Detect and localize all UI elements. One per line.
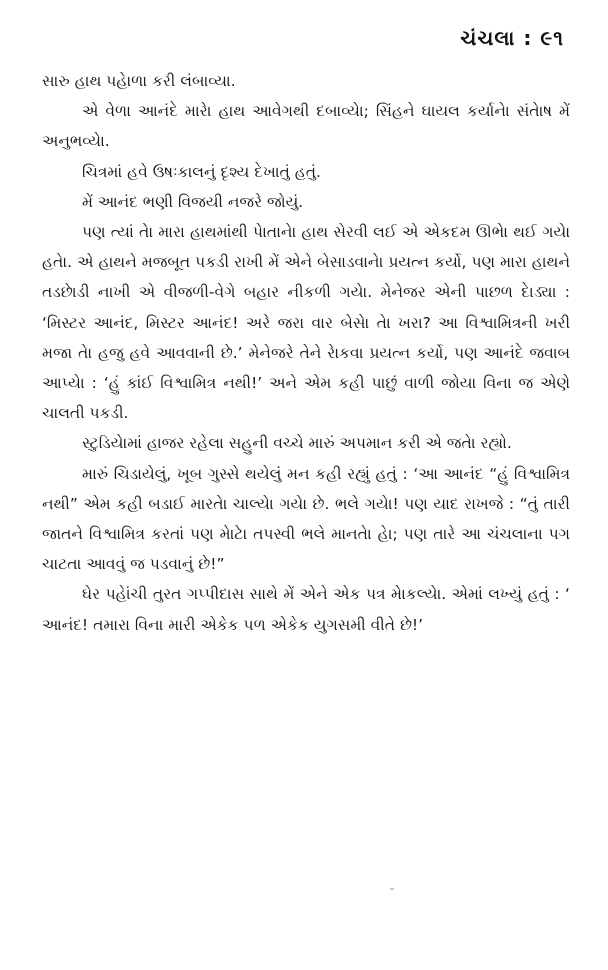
running-header: ચંચલા : ૯૧	[460, 26, 564, 50]
paragraph-4: મેં આનંદ ભણી વિજયી નજરે જોયું.	[82, 192, 304, 211]
paragraph-5: પણ ત્યાં તેા મારા હાથમાંથી પેાતાનેા હાથ સેરવી લઈ એ એકદમ ઊભેા થઈ ગયેા હતેા. એ હાથને મજબૂત પકડી રાખી મેં એને બેસાડવાનેા પ્રયત્ન કર્યો, પણ મારા હાથને તડછેાડી નાખી એ વીજળી-વેગે બહાર નીકળી ગયેા. મેનેજર એની પાછળ દેાડ્યા : ‘મિસ્ટર આનંદ, મિસ્ટર આનંદ! અરે જરા વાર બેસેા તેા ખરા? આ વિશ્વામિત્રની ખરી મજા તેા હજુ હવે આવવાની છે.’ મેનેજરે તેને રેાકવા પ્રયત્ન કર્યો, પણ આનંદે જવાબ આપ્યેા : ‘હું કાંઈ વિશ્વામિત્ર નથી!’ અને એમ કહી પાછું વાળી જોયા વિના જ એણે ચાલતી પકડી.	[42, 223, 570, 423]
paragraph-3: ચિત્રમાં હવે ઉષઃકાલનું દૃશ્ય દેખાતું હતું.	[82, 162, 321, 181]
paragraph-2: એ વેળા આનંદે મારેા હાથ આવેગથી દબાવ્યેા; સિંહને ઘાયલ કર્યાનેા સંતેાષ મેં અનુભવ્યેા.	[42, 102, 570, 151]
paragraph-8: ઘેર પહેાંચી તુરત ગપ્પીદાસ સાથે મેં એને એક પત્ર મેાકલ્યેા. એમાં લખ્યું હતું : ‘ આનંદ! તમારા વિના મારી એકેક પળ એકેક યુગસમી વીતે છે!’	[42, 585, 570, 634]
page-speck	[390, 888, 394, 890]
body-text	[42, 66, 570, 640]
paragraph-1: સારુ હાથ પહેાળા કરી લંબાવ્યા.	[42, 72, 236, 90]
paragraph-6: સ્ટુડિયેામાં હાજર રહેલા સહુની વચ્ચે મારું અપમાન કરી એ જતેા રહ્યો.	[82, 434, 512, 453]
paragraph-7: મારું ચિડાયેલું, ખૂબ ગુસ્સે થયેલું મન કહી રહ્યું હતું : ‘આ આનંદ “હું વિશ્વામિત્ર નથી” એમ કહી બડાઈ મારતેા ચાલ્યેા ગયેા છે. ભલે ગયેા! પણ યાદ રાખજે : “તું તારી જાતને વિશ્વામિત્ર કરતાં પણ મેાટેા તપસ્વી ભલે માનતેા હેા; પણ તારે આ ચંચલાના પગ ચાટતા આવવું જ પડવાનું છે!”	[42, 464, 570, 574]
